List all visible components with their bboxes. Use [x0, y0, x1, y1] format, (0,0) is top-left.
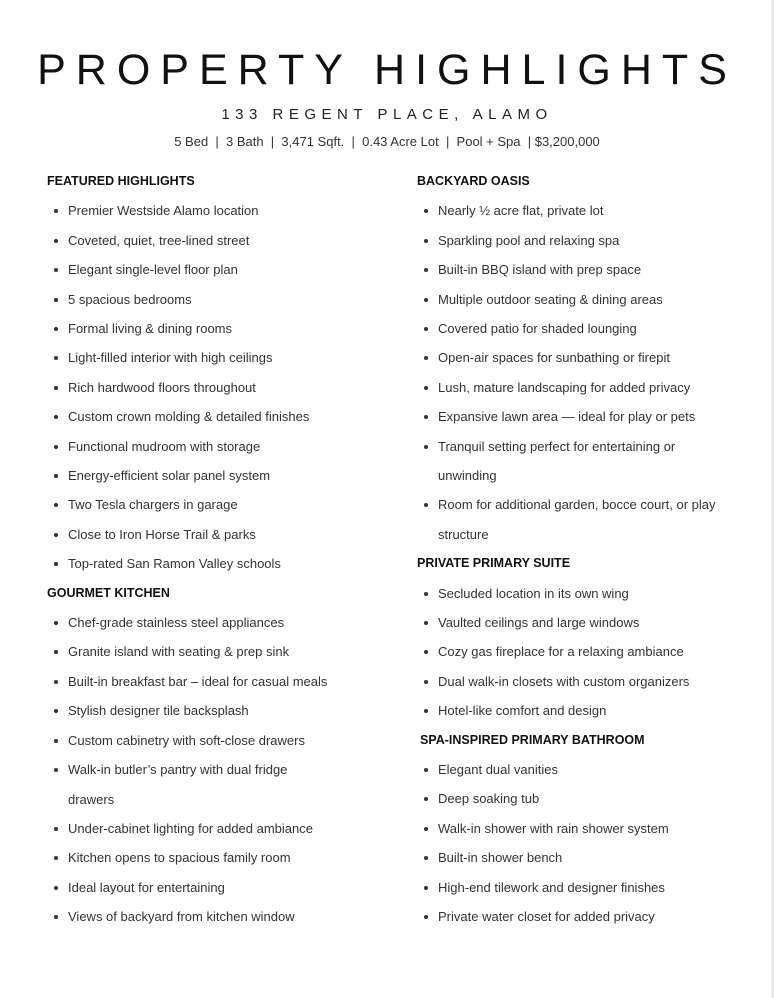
- list-item: Built-in breakfast bar – ideal for casual meals: [47, 667, 387, 696]
- list-item: Built-in BBQ island with prep space: [417, 255, 737, 284]
- list-item: Premier Westside Alamo location: [47, 196, 387, 225]
- list-item: Granite island with seating & prep sink: [47, 637, 387, 666]
- list-item: Dual walk-in closets with custom organizers: [417, 667, 737, 696]
- list-item: Top-rated San Ramon Valley schools: [47, 549, 387, 578]
- list-item: Walk-in butler’s pantry with dual fridge drawers: [47, 755, 318, 814]
- list-item: Lush, mature landscaping for added privacy: [417, 373, 737, 402]
- list-item: Elegant dual vanities: [417, 755, 737, 784]
- featured-highlights-heading: FEATURED HIGHLIGHTS: [47, 174, 195, 188]
- spa-primary-bathroom-heading: SPA-INSPIRED PRIMARY BATHROOM: [420, 732, 645, 747]
- gourmet-kitchen-list: [47, 608, 387, 931]
- list-item: Rich hardwood floors throughout: [47, 373, 387, 402]
- property-facts: 5 Bed | 3 Bath | 3,471 Sqft. | 0.43 Acre Lot | Pool + Spa | $3,200,000: [174, 134, 600, 149]
- gourmet-kitchen-heading: GOURMET KITCHEN: [47, 585, 170, 600]
- list-item: Built-in shower bench: [417, 843, 737, 872]
- list-item: Open-air spaces for sunbathing or firepit: [417, 343, 737, 372]
- property-address: 133 REGENT PLACE, ALAMO: [221, 106, 553, 123]
- list-item: Light-filled interior with high ceilings: [47, 343, 387, 372]
- list-item: Custom cabinetry with soft-close drawers: [47, 726, 387, 755]
- list-item: Stylish designer tile backsplash: [47, 696, 387, 725]
- list-item: Sparkling pool and relaxing spa: [417, 226, 737, 255]
- list-item: Views of backyard from kitchen window: [47, 902, 387, 931]
- backyard-oasis-list: [417, 196, 737, 549]
- list-item: Tranquil setting perfect for entertaining or unwinding: [417, 432, 713, 491]
- list-item: 5 spacious bedrooms: [47, 285, 387, 314]
- list-item: Ideal layout for entertaining: [47, 873, 387, 902]
- list-item: Multiple outdoor seating & dining areas: [417, 285, 737, 314]
- list-item: Two Tesla chargers in garage: [47, 490, 387, 519]
- list-item: Under-cabinet lighting for added ambiance: [47, 814, 387, 843]
- list-item: Energy-efficient solar panel system: [47, 461, 387, 490]
- list-item: Deep soaking tub: [417, 784, 737, 813]
- list-item: Room for additional garden, bocce court, or play structure: [417, 490, 723, 549]
- list-item: High-end tilework and designer finishes: [417, 873, 737, 902]
- list-item: Close to Iron Horse Trail & parks: [47, 520, 387, 549]
- list-item: Nearly ½ acre flat, private lot: [417, 196, 737, 225]
- backyard-oasis-heading: BACKYARD OASIS: [417, 174, 530, 188]
- list-item: Private water closet for added privacy: [417, 902, 737, 931]
- list-item: Coveted, quiet, tree-lined street: [47, 226, 387, 255]
- list-item: Vaulted ceilings and large windows: [417, 608, 737, 637]
- list-item: Elegant single-level floor plan: [47, 255, 387, 284]
- list-item: Kitchen opens to spacious family room: [47, 843, 387, 872]
- list-item: Hotel-like comfort and design: [417, 696, 737, 725]
- left-column: [47, 167, 387, 932]
- right-column: [417, 167, 737, 932]
- list-item: Chef-grade stainless steel appliances: [47, 608, 387, 637]
- list-item: Formal living & dining rooms: [47, 314, 387, 343]
- list-item: Secluded location in its own wing: [417, 579, 737, 608]
- list-item: Covered patio for shaded lounging: [417, 314, 737, 343]
- private-primary-suite-list: [417, 579, 737, 726]
- list-item: Custom crown molding & detailed finishes: [47, 402, 387, 431]
- spa-primary-bathroom-list: [417, 755, 737, 931]
- private-primary-suite-heading: PRIVATE PRIMARY SUITE: [417, 556, 571, 571]
- featured-highlights-list: [47, 196, 387, 578]
- page-title: PROPERTY HIGHLIGHTS: [37, 46, 737, 94]
- list-item: Expansive lawn area — ideal for play or pets: [417, 402, 737, 431]
- list-item: Walk-in shower with rain shower system: [417, 814, 737, 843]
- list-item: Functional mudroom with storage: [47, 432, 387, 461]
- list-item: Cozy gas fireplace for a relaxing ambiance: [417, 637, 737, 666]
